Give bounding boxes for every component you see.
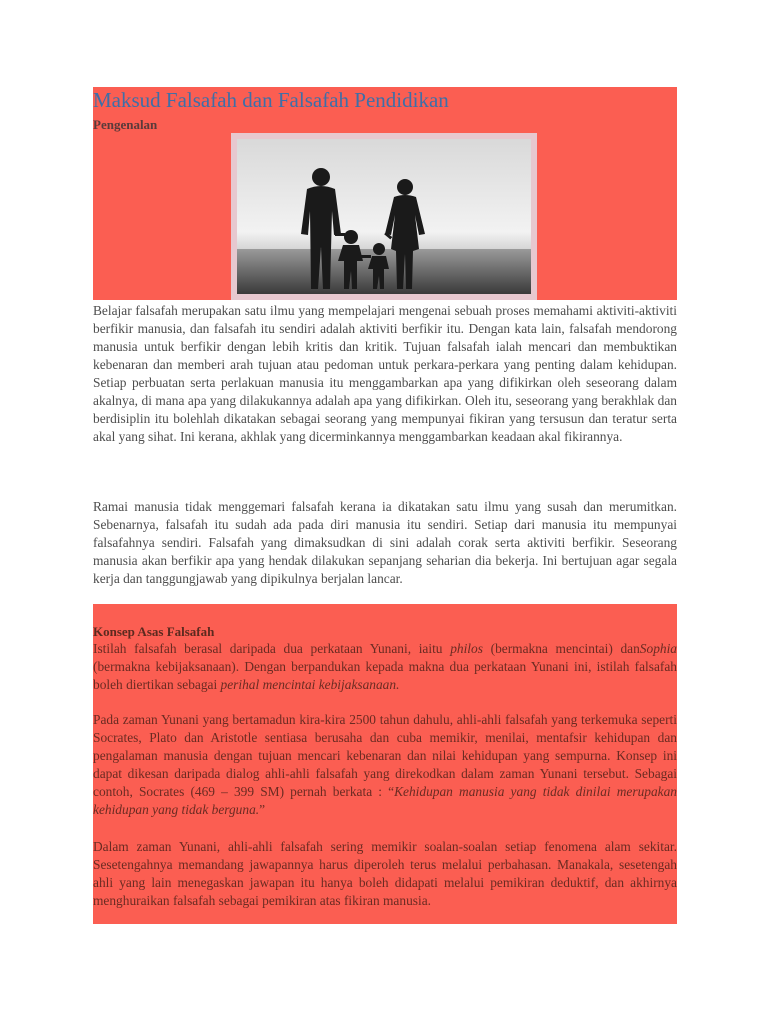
p3-text-a: Istilah falsafah berasal daripada dua perkataan Yunani, iaitu xyxy=(93,641,443,656)
p4-text-a: Pada zaman Yunani yang bertamadun kira-kira 2500 tahun dahulu, ahli-ahli falsafah yang terkemuka seperti Socrates, Plato dan Aristotle sentiasa berusaha dan cuba memikir, menilai, mentafsir kehidupan dan pengalaman manusia dengan tujuan mencari kebenaran dan nilai kehidupan yang sempurna. Konsep ini dapat dikesan daripada dialog ahli-ahli falsafah yang direkodkan dalam zaman Yunani tersebut. Sebagai contoh, Socrates (469 – 399 SM) pernah berkata : “ xyxy=(93,712,677,799)
family-silhouette-icon xyxy=(237,139,531,294)
term-sophia: Sophia xyxy=(639,641,677,656)
term-definition: perihal mencintai kebijaksanaan. xyxy=(220,677,400,692)
page-title: Maksud Falsafah dan Falsafah Pendidikan xyxy=(93,88,449,112)
section-heading-konsep: Konsep Asas Falsafah xyxy=(93,624,215,639)
paragraph-intro: Belajar falsafah merupakan satu ilmu yang mempelajari mengenai sebuah proses memahami aktiviti-aktiviti berfikir manusia, dan falsafah itu sendiri adalah aktiviti berfikir itu. Dengan kata lain, falsafah mendorong manusia untuk berfikir dengan lebih kritis dan kritik. Tujuan falsafah ialah mencari dan membuktikan kebenaran dan memberi arah tujuan atau pedoman untuk perkara-perkara yang penting dalam kehidupan. Setiap perbuatan serta perlakuan manusia itu menggambarkan apa yang difikirkan oleh seseorang dalam akalnya, di mana apa yang dilakukannya adalah apa yang difikirkan. Oleh itu, seseorang yang berakhlak dan berdisiplin itu bolehlah dikatakan sebagai seorang yang mempunyai fikiran yang tersusun dan teratur serta akal yang sihat. Ini kerana, akhlak yang dicerminkannya menggambarkan keadaan akal fikirannya. xyxy=(93,303,677,444)
paragraph-second: Ramai manusia tidak menggemari falsafah kerana ia dikatakan satu ilmu yang susah dan merumitkan. Sebenarnya, falsafah itu sudah ada pada diri manusia itu sendiri. Setiap dari manusia itu mempunyai falsafahnya sendiri. Falsafah yang dimaksudkan di sini adalah corak serta aktiviti berfikir. Seseorang manusia akan berfikir apa yang hendak dilakukan sepanjang seharian dia bekerja. Ini bertujuan agar segala kerja dan tanggungjawab yang dipikulnya berjalan lancar. xyxy=(93,499,677,586)
p3-text-b: (bermakna mencintai) dan xyxy=(482,641,640,656)
socrates-quote: Kehidupan manusia yang tidak dinilai merupakan kehidupan yang tidak berguna. xyxy=(93,784,678,817)
term-philos: philos xyxy=(450,641,483,656)
p4-text-b: ” xyxy=(259,802,266,817)
paragraph-fenomena: Dalam zaman Yunani, ahli-ahli falsafah sering memikir soalan-soalan setiap fenomena alam sekitar. Sesetengahnya memandang jawapannya harus diperoleh terus melalui perbahasan. Manakala, sesetengah ahli yang lain menegaskan jawapan itu hanya boleh didapati melalui pemikiran deduktif, dan akhirnya menghuraikan falsafah sebagai pemikiran atas fikiran manusia. xyxy=(93,839,677,908)
intro-heading: Pengenalan xyxy=(93,117,158,132)
paragraph-istilah xyxy=(93,640,677,694)
p3-text-c: (bermakna kebijaksanaan). Dengan berpandukan kepada makna dua perkataan Yunani ini, istilah falsafah boleh diertikan sebagai xyxy=(93,659,677,692)
family-photo xyxy=(231,133,537,300)
paragraph-zaman-yunani xyxy=(93,711,677,819)
